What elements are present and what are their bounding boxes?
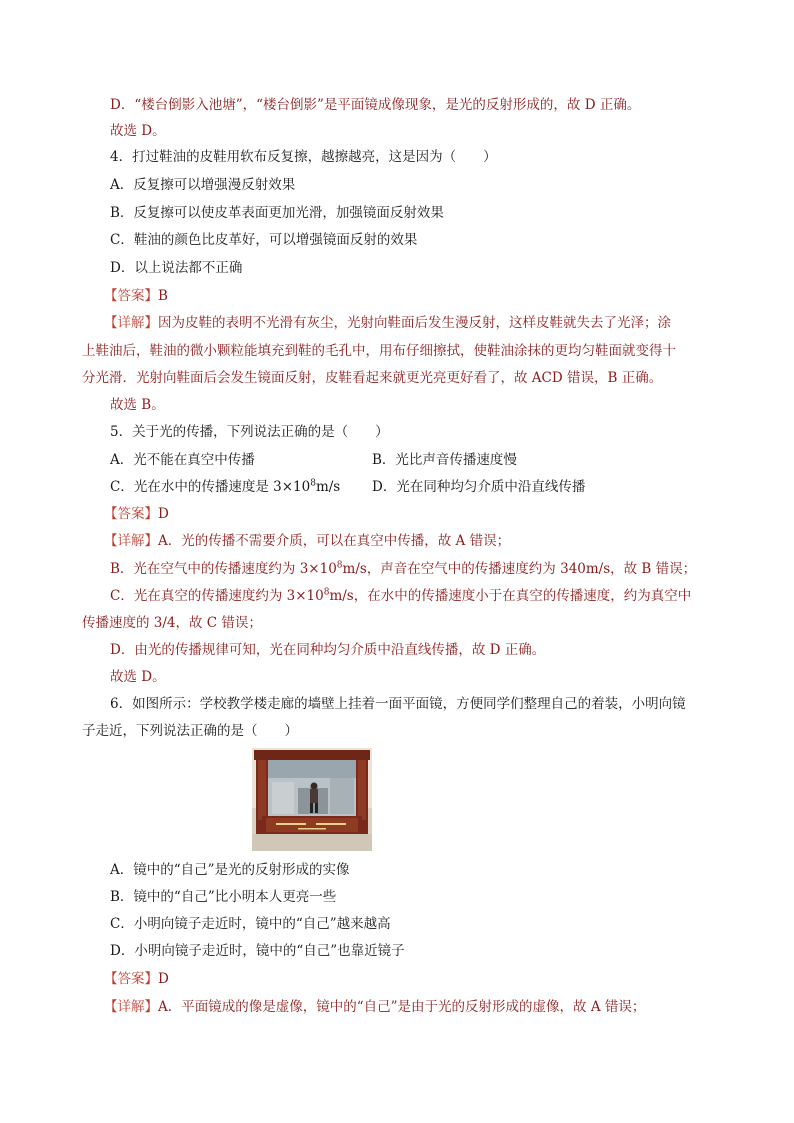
answer-value: B xyxy=(158,288,168,304)
mirror-photo xyxy=(252,748,372,851)
answer-tag: 【答案】 xyxy=(104,288,158,304)
q5c-text: C．光在水中的传播速度是 3×10 xyxy=(110,479,311,495)
q4-option-d: D．以上说法都不正确 xyxy=(110,260,243,276)
q5-option-a: A．光不能在真空中传播 xyxy=(110,452,255,468)
detail-text: 因为皮鞋的表明不光滑有灰尘，光射向鞋面后发生漫反射，这样皮鞋就失去了光泽；涂 xyxy=(158,315,671,331)
question-5: 5．关于光的传播，下列说法正确的是（ ） xyxy=(110,424,389,440)
question-4: 4．打过鞋油的皮鞋用软布反复擦，越擦越亮，这是因为（ ） xyxy=(110,149,497,165)
text-line: D．“楼台倒影入池塘”，“楼台倒影”是平面镜成像现象，是光的反射形成的，故 D 正确。 xyxy=(110,97,641,113)
text-line: 故选 D。 xyxy=(110,123,166,139)
q5c-exponent: 8 xyxy=(310,478,316,489)
answer-value: D xyxy=(158,506,169,522)
q5-option-b: B．光比声音传播速度慢 xyxy=(372,452,517,468)
detail-5-line5: D．由光的传播规律可知，光在同种均匀介质中沿直线传播，故 D 正确。 xyxy=(110,642,546,658)
detail-exponent: 8 xyxy=(336,560,343,571)
detail-text: B．光在空气中的传播速度约为 3×10 xyxy=(110,561,337,577)
detail-text: A．光的传播不需要介质，可以在真空中传播，故 A 错误； xyxy=(158,533,511,549)
q6-option-a: A．镜中的“自己”是光的反射形成的实像 xyxy=(110,862,350,878)
detail-6-line1 xyxy=(104,997,645,1017)
q6-option-c: C．小明向镜子走近时，镜中的“自己”越来越高 xyxy=(110,916,391,932)
detail-5-line3 xyxy=(110,586,691,606)
answer-value: D xyxy=(158,971,169,987)
answer-5 xyxy=(104,504,169,524)
q4-option-b: B．反复擦可以使皮革表面更加光滑，加强镜面反射效果 xyxy=(110,205,444,221)
q6-option-d: D．小明向镜子走近时，镜中的“自己”也靠近镜子 xyxy=(110,943,405,959)
answer-6 xyxy=(104,969,169,989)
q4-option-c: C．鞋油的颜色比皮革好，可以增强镜面反射的效果 xyxy=(110,232,418,248)
detail-5-line2 xyxy=(110,559,696,579)
detail-4-line3: 分光滑．光射向鞋面后会发生镜面反射，皮鞋看起来就更光亮更好看了，故 ACD 错误，B 正确。 xyxy=(82,370,663,386)
answer-tag: 【答案】 xyxy=(104,506,158,522)
q4-option-a: A．反复擦可以增强漫反射效果 xyxy=(110,177,296,193)
detail-text: A．平面镜成的像是虚像，镜中的“自己”是由于光的反射形成的虚像，故 A 错误； xyxy=(158,999,646,1015)
question-6-line2: 子走近，下列说法正确的是（ ） xyxy=(82,723,298,739)
detail-text: m/s，在水中的传播速度小于在真空的传播速度，约为真空中 xyxy=(329,588,692,604)
detail-4-line1 xyxy=(104,313,671,333)
q5-option-c xyxy=(110,477,340,497)
q5c-unit: m/s xyxy=(315,479,341,495)
detail-text: C．光在真空的传播速度约为 3×10 xyxy=(110,588,324,604)
q6-option-b: B．镜中的“自己”比小明本人更亮一些 xyxy=(110,889,337,905)
detail-5-line6: 故选 D。 xyxy=(110,669,166,685)
detail-tag: 【详解】 xyxy=(104,533,158,549)
detail-5-line1 xyxy=(104,531,510,551)
detail-5-line4: 传播速度的 3/4，故 C 错误； xyxy=(82,615,262,631)
question-6-line1: 6．如图所示：学校教学楼走廊的墙壁上挂着一面平面镜，方便同学们整理自己的着装，小明向镜 xyxy=(110,696,686,712)
detail-4-line4: 故选 B。 xyxy=(110,397,165,413)
answer-tag: 【答案】 xyxy=(104,971,158,987)
detail-text: m/s，声音在空气中的传播速度约为 340m/s，故 B 错误； xyxy=(342,561,697,577)
detail-4-line2: 上鞋油后，鞋油的微小颗粒能填充到鞋的毛孔中，用布仔细擦拭，使鞋油涂抹的更均匀鞋面就变得十 xyxy=(82,343,676,359)
detail-tag: 【详解】 xyxy=(104,315,158,331)
detail-exponent: 8 xyxy=(323,587,330,598)
detail-tag: 【详解】 xyxy=(104,999,158,1015)
answer-4 xyxy=(104,286,168,306)
q5-option-d: D．光在同种均匀介质中沿直线传播 xyxy=(372,479,586,495)
